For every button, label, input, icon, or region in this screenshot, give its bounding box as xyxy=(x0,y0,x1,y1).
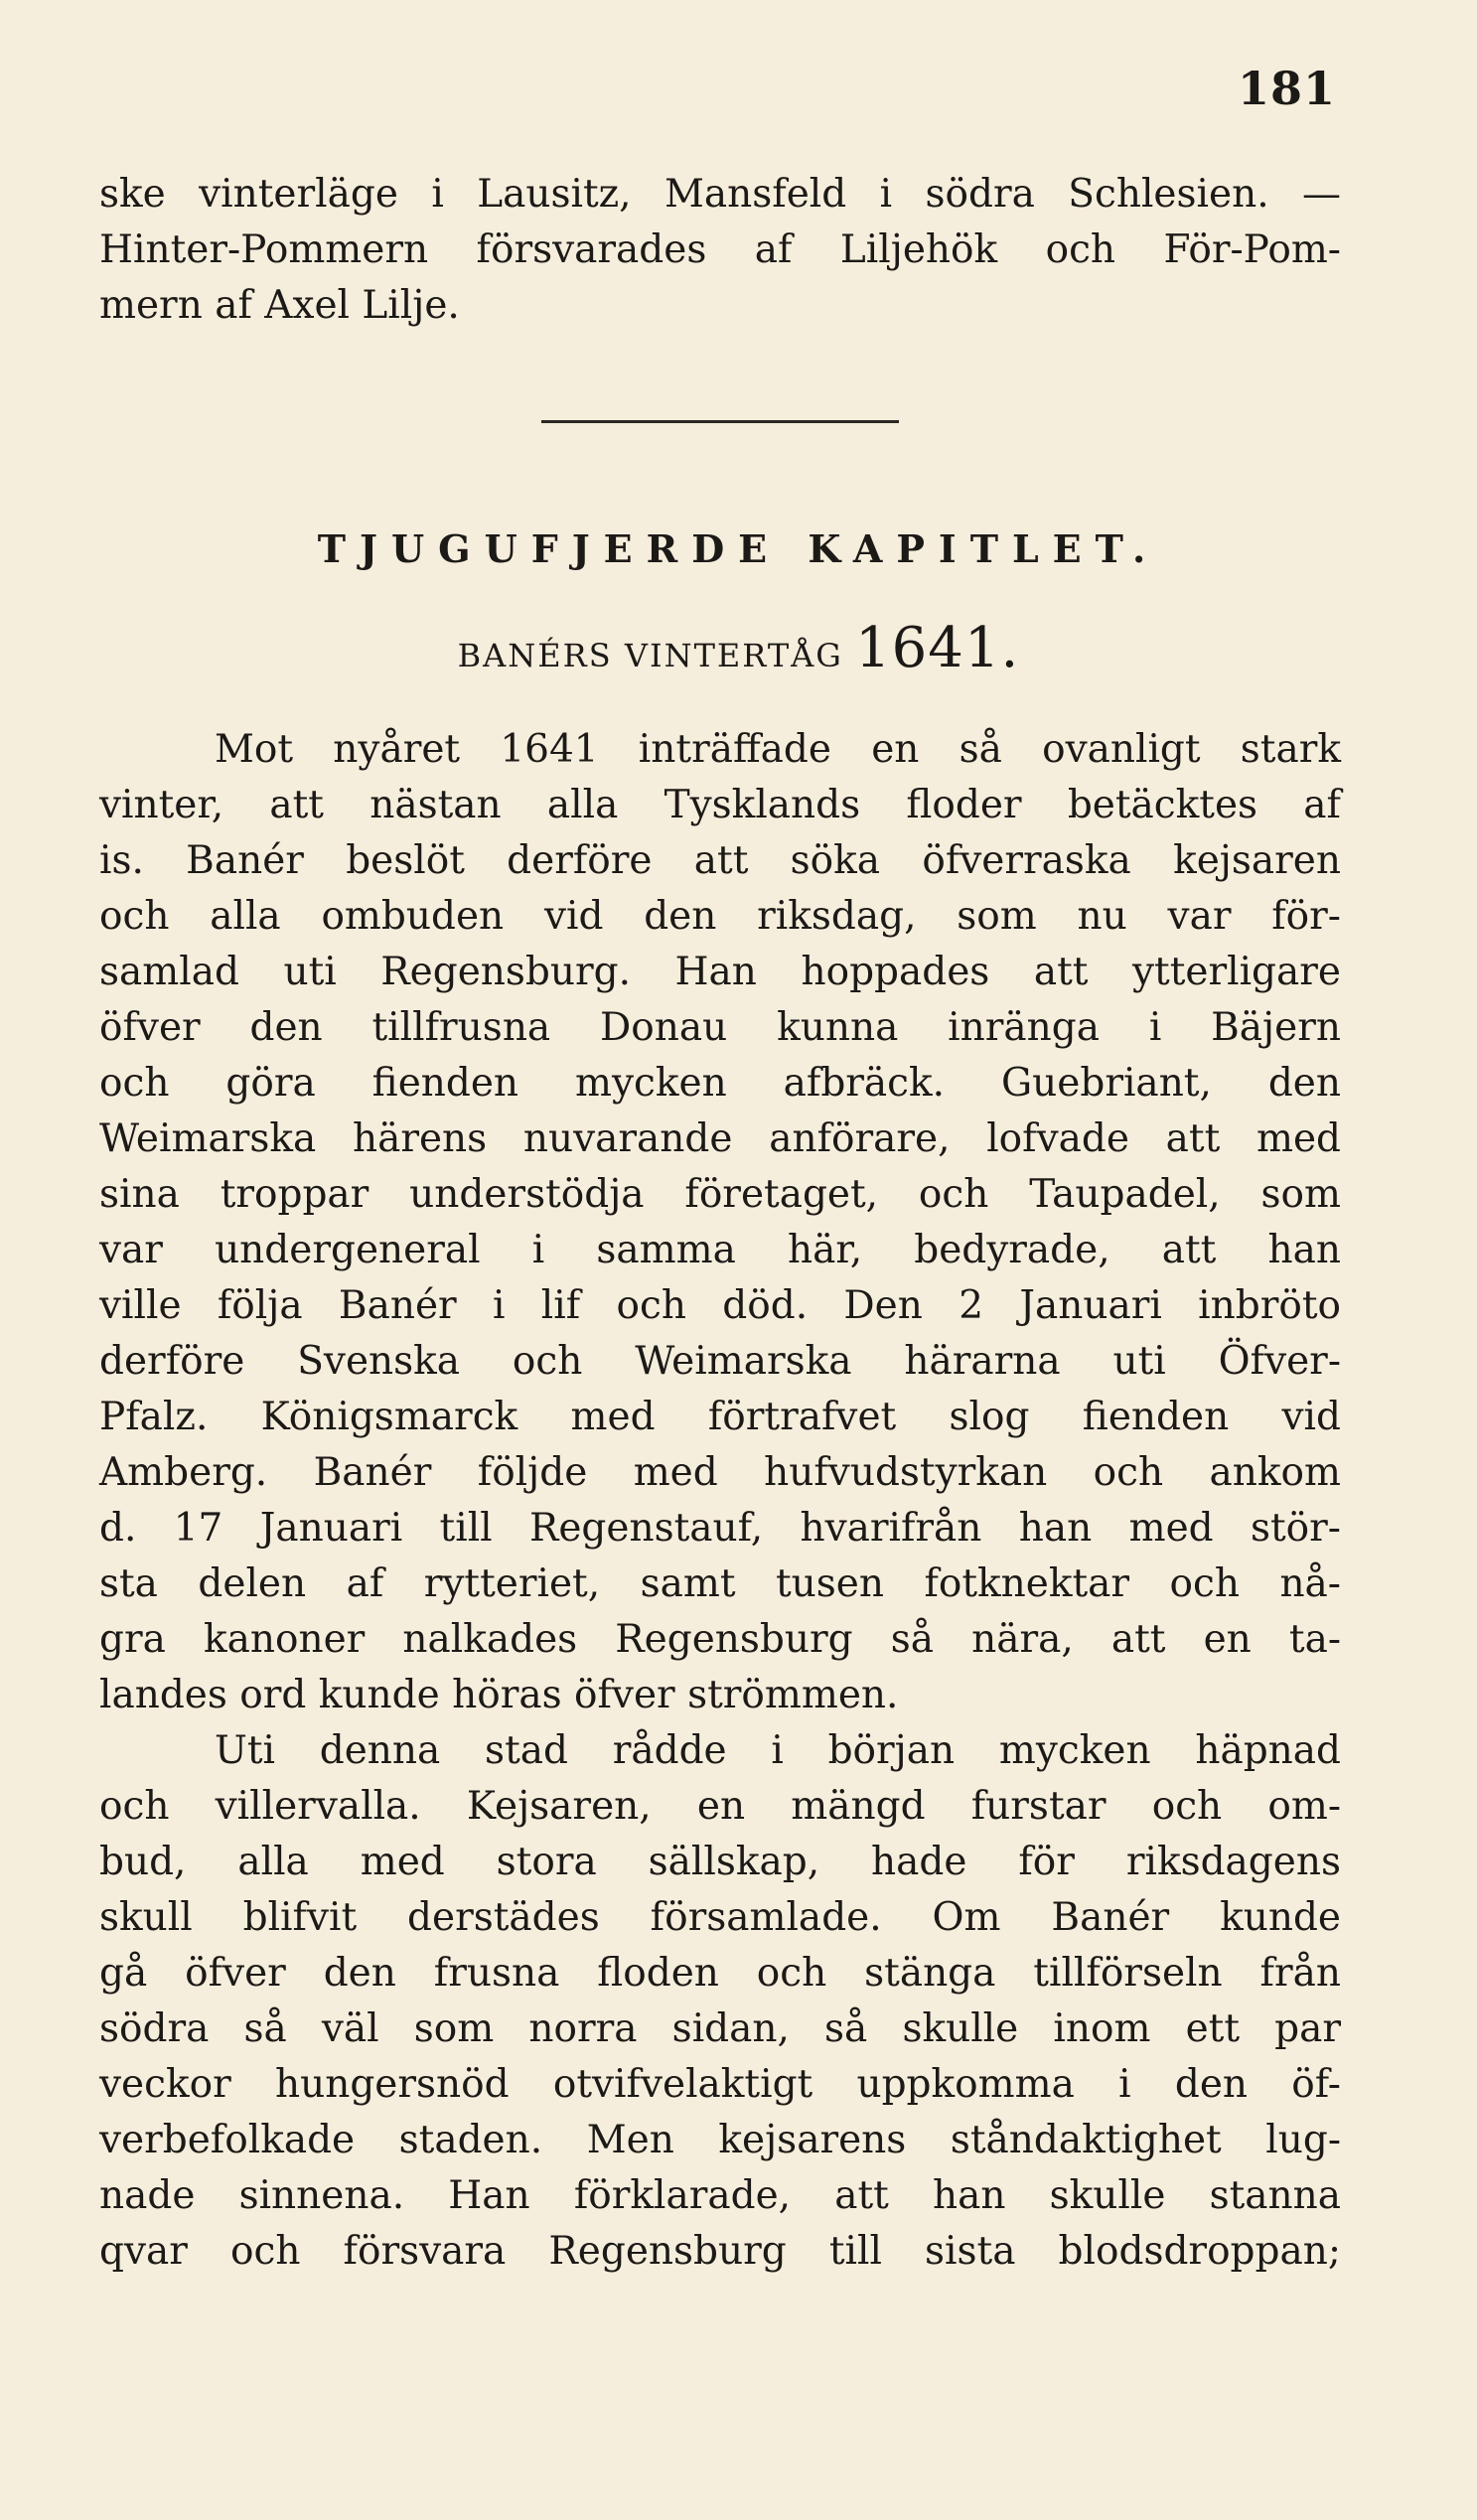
text-line: sta delen af rytteriet, samt tusen fotknektar och nå- xyxy=(99,1561,1341,1606)
text-line: och göra fienden mycken afbräck. Guebriant, den xyxy=(99,1061,1341,1106)
text-line: södra så väl som norra sidan, så skulle inom ett par xyxy=(99,2006,1341,2051)
text-line: d. 17 Januari till Regenstauf, hvarifrån han med stör- xyxy=(99,1506,1341,1551)
text-line: Weimarska härens nuvarande anförare, lofvade att med xyxy=(99,1116,1341,1161)
body-text xyxy=(99,722,1341,2280)
text-line: Mot nyåret 1641 inträffade en så ovanligt stark xyxy=(215,727,1341,772)
text-line: derföre Svenska och Weimarska härarna uti Öfver- xyxy=(99,1339,1341,1384)
text-line: Uti denna stad rådde i början mycken häpnad xyxy=(215,1728,1341,1773)
text-line: skull blifvit derstädes församlade. Om Banér kunde xyxy=(99,1895,1341,1940)
chapter-subtitle xyxy=(0,616,1477,680)
text-line: vinter, att nästan alla Tysklands floder betäcktes af xyxy=(99,783,1341,827)
chapter-year: 1641. xyxy=(855,616,1020,680)
text-line: gra kanoner nalkades Regensburg så nära, att en ta- xyxy=(99,1617,1341,1662)
text-line: mern af Axel Lilje. xyxy=(99,283,460,328)
text-line: öfver den tillfrusna Donau kunna inränga i Bäjern xyxy=(99,1005,1341,1050)
section-divider xyxy=(541,420,899,423)
chapter-subtitle-text: BANÉRS VINTERTÅG xyxy=(457,637,843,674)
text-line: Pfalz. Königsmarck med förtrafvet slog fienden vid xyxy=(99,1395,1341,1439)
text-line: ske vinterläge i Lausitz, Mansfeld i södra Schlesien. — xyxy=(99,172,1341,217)
text-line: bud, alla med stora sällskap, hade för riksdagens xyxy=(99,1840,1341,1884)
text-line: veckor hungersnöd otvifvelaktigt uppkomma i den öf- xyxy=(99,2062,1341,2107)
text-line: var undergeneral i samma här, bedyrade, att han xyxy=(99,1228,1341,1272)
text-line: och villervalla. Kejsaren, en mängd furstar och om- xyxy=(99,1784,1341,1829)
text-line: gå öfver den frusna floden och stänga tillförseln från xyxy=(99,1951,1341,1996)
text-line: is. Banér beslöt derföre att söka öfverraska kejsaren xyxy=(99,838,1341,883)
text-line: Amberg. Banér följde med hufvudstyrkan och ankom xyxy=(99,1450,1341,1495)
text-line: Hinter-Pommern försvarades af Liljehök och För-Pom- xyxy=(99,227,1341,272)
text-line: landes ord kunde höras öfver strömmen. xyxy=(99,1673,899,1717)
chapter-title: TJUGUFJERDE KAPITLET. xyxy=(317,526,1160,571)
page-number: 181 xyxy=(1237,62,1336,115)
text-line: qvar och försvara Regensburg till sista blodsdroppan; xyxy=(99,2229,1341,2274)
text-line: verbefolkade staden. Men kejsarens ståndaktighet lug- xyxy=(99,2118,1341,2162)
text-line: och alla ombuden vid den riksdag, som nu var för- xyxy=(99,894,1341,939)
intro-paragraph xyxy=(99,167,1341,334)
text-line: sina troppar understödja företaget, och Taupadel, som xyxy=(99,1172,1341,1217)
text-line: samlad uti Regensburg. Han hoppades att ytterligare xyxy=(99,950,1341,994)
text-line: nade sinnena. Han förklarade, att han skulle stanna xyxy=(99,2173,1341,2218)
text-line: ville följa Banér i lif och död. Den 2 Januari inbröto xyxy=(99,1283,1341,1328)
